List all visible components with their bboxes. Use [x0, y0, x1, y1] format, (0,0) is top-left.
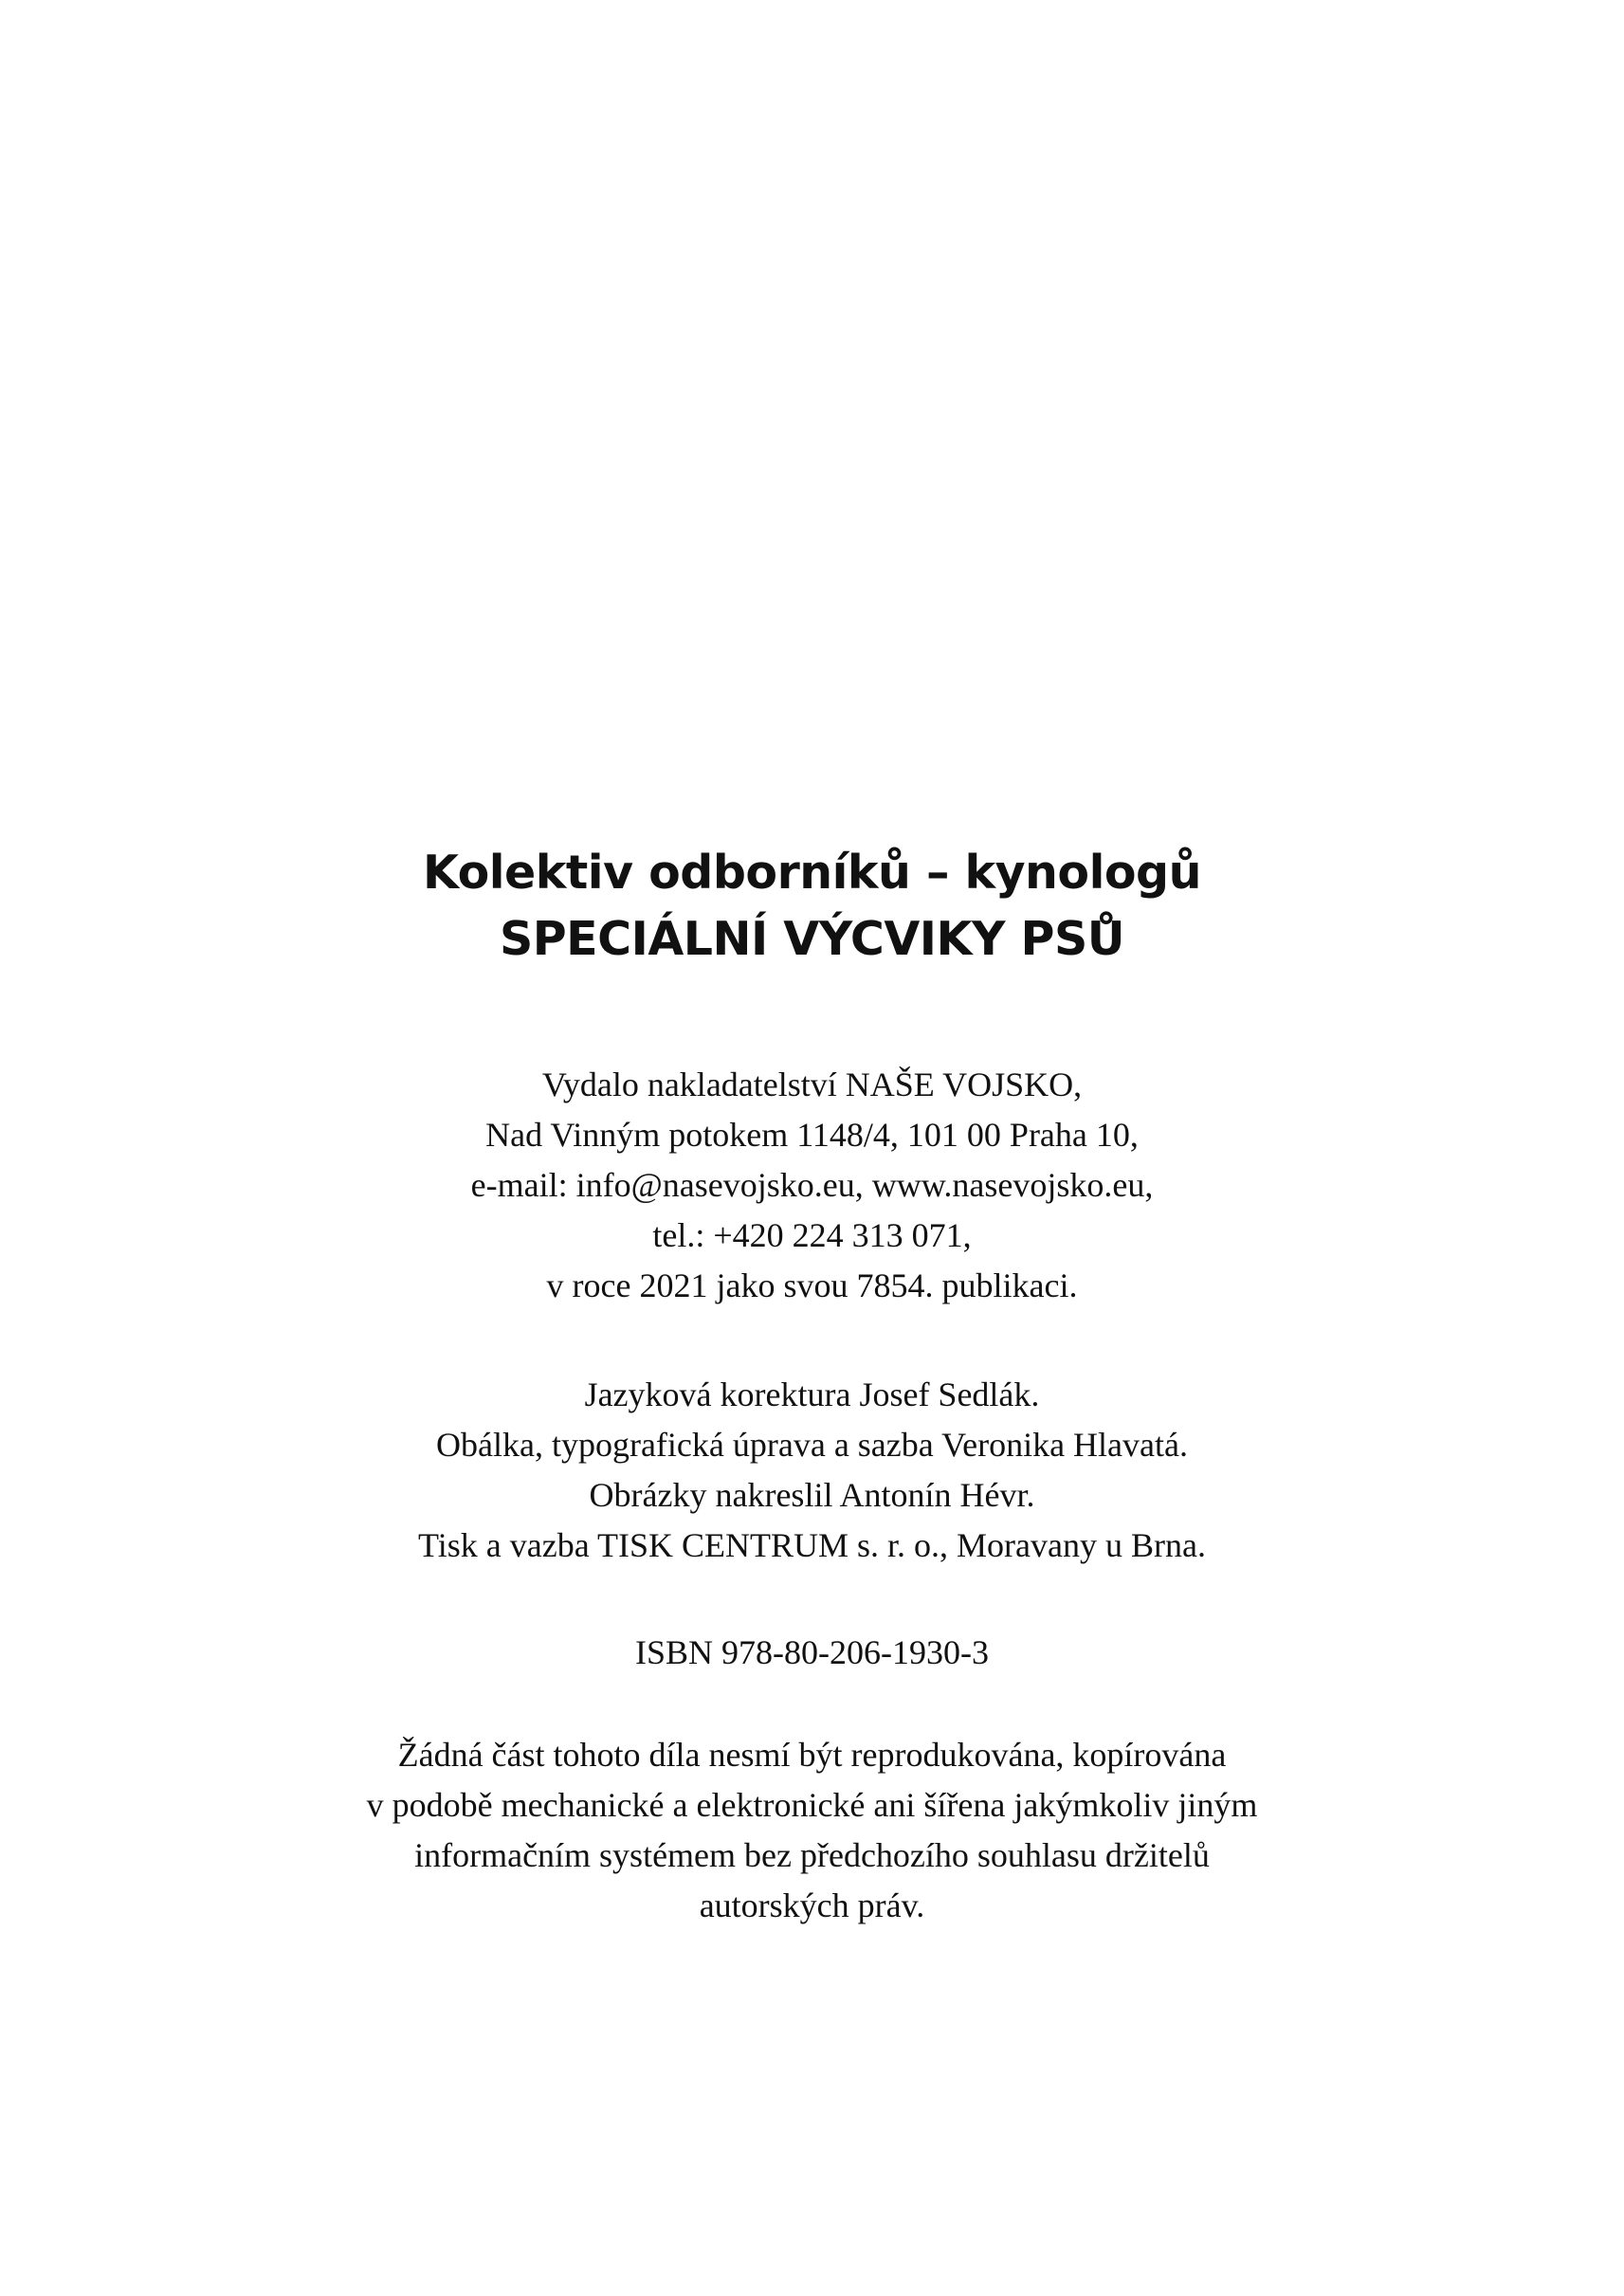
design-credit: Obálka, typografická úprava a sazba Veronika Hlavatá. [436, 1426, 1188, 1464]
copyright-notice [0, 1730, 1624, 1931]
address-line: Nad Vinným potokem 1148/4, 101 00 Praha 10, [485, 1116, 1139, 1154]
publisher-info [0, 1060, 1624, 1311]
copyright-line: v podobě mechanické a elektronické ani šířena jakýmkoliv jiným [366, 1786, 1258, 1824]
title-block [0, 840, 1624, 973]
book-title: SPECIÁLNÍ VÝCVIKY PSŮ [499, 912, 1125, 966]
publisher-line: Vydalo nakladatelství NAŠE VOJSKO, [541, 1066, 1083, 1103]
proofreading-credit: Jazyková korektura Josef Sedlák. [584, 1376, 1040, 1413]
isbn-number: ISBN 978-80-206-1930-3 [635, 1633, 989, 1671]
contact-line: e-mail: info@nasevojsko.eu, www.nasevojsko.eu, [470, 1166, 1154, 1204]
publication-year-line: v roce 2021 jako svou 7854. publikaci. [546, 1266, 1078, 1304]
illustration-credit: Obrázky nakreslil Antonín Hévr. [589, 1476, 1035, 1514]
credits-info [0, 1370, 1624, 1571]
isbn-info [0, 1628, 1624, 1678]
phone-line: tel.: +420 224 313 071, [652, 1216, 972, 1254]
copyright-line: informačním systémem bez předchozího souhlasu držitelů [414, 1836, 1210, 1874]
author-heading: Kolektiv odborníků – kynologů [422, 846, 1201, 900]
copyright-line: autorských práv. [699, 1886, 925, 1924]
copyright-line: Žádná část tohoto díla nesmí být reprodukována, kopírována [397, 1736, 1227, 1774]
printing-credit: Tisk a vazba TISK CENTRUM s. r. o., Moravany u Brna. [418, 1526, 1206, 1564]
